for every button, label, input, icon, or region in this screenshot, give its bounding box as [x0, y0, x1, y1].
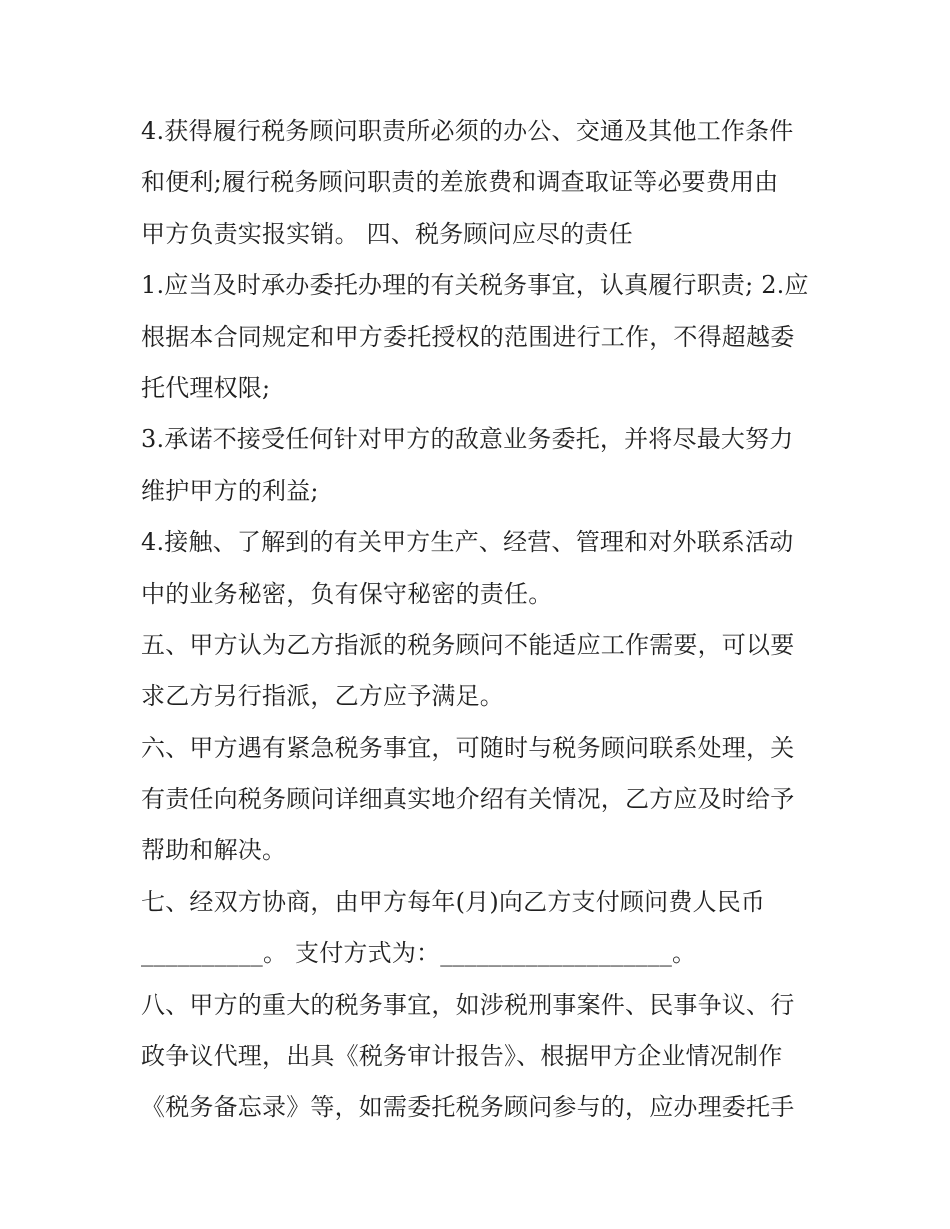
- text-line: 有责任向税务顾问详细真实地介绍有关情况，乙方应及时给予: [141, 785, 795, 814]
- text-line: 甲方负责实报实销。 四、税务顾问应尽的责任: [141, 219, 633, 248]
- text-line: 4.获得履行税务顾问职责所必须的办公、交通及其他工作条件: [141, 117, 794, 145]
- text-line: 《税务备忘录》等，如需委托税务顾问参与的，应办理委托手: [141, 1093, 795, 1122]
- text-line: 七、经双方协商，由甲方每年(月)向乙方支付顾问费人民币: [141, 887, 766, 916]
- contract-body: [141, 106, 821, 1134]
- text-line: 帮助和解决。: [141, 836, 287, 865]
- text-line: 3.承诺不接受任何针对甲方的敌意业务委托，并将尽最大努力: [141, 425, 794, 454]
- text-line: 托代理权限;: [141, 373, 271, 402]
- text-line: 求乙方另行指派，乙方应予满足。: [141, 682, 504, 711]
- text-line: 五、甲方认为乙方指派的税务顾问不能适应工作需要，可以要: [141, 630, 795, 659]
- text-line: 中的业务秘密，负有保守秘密的责任。: [141, 579, 553, 608]
- payment-line: __________。 支付方式为：___________________。: [141, 939, 697, 968]
- text-line: 根据本合同规定和甲方委托授权的范围进行工作，不得超越委: [141, 322, 795, 351]
- text-line: 八、甲方的重大的税务事宜，如涉税刑事案件、民事争议、行: [141, 990, 795, 1019]
- text-line: 1.应当及时承办委托办理的有关税务事宜，认真履行职责; 2.应: [141, 271, 809, 300]
- text-line: 六、甲方遇有紧急税务事宜，可随时与税务顾问联系处理，关: [141, 733, 795, 762]
- text-line: 4.接触、了解到的有关甲方生产、经营、管理和对外联系活动: [141, 528, 794, 557]
- text-line: 和便利;履行税务顾问职责的差旅费和调查取证等必要费用由: [141, 168, 779, 197]
- text-line: 政争议代理，出具《税务审计报告》、根据甲方企业情况制作: [141, 1042, 783, 1071]
- text-line: 维护甲方的利益;: [141, 476, 319, 505]
